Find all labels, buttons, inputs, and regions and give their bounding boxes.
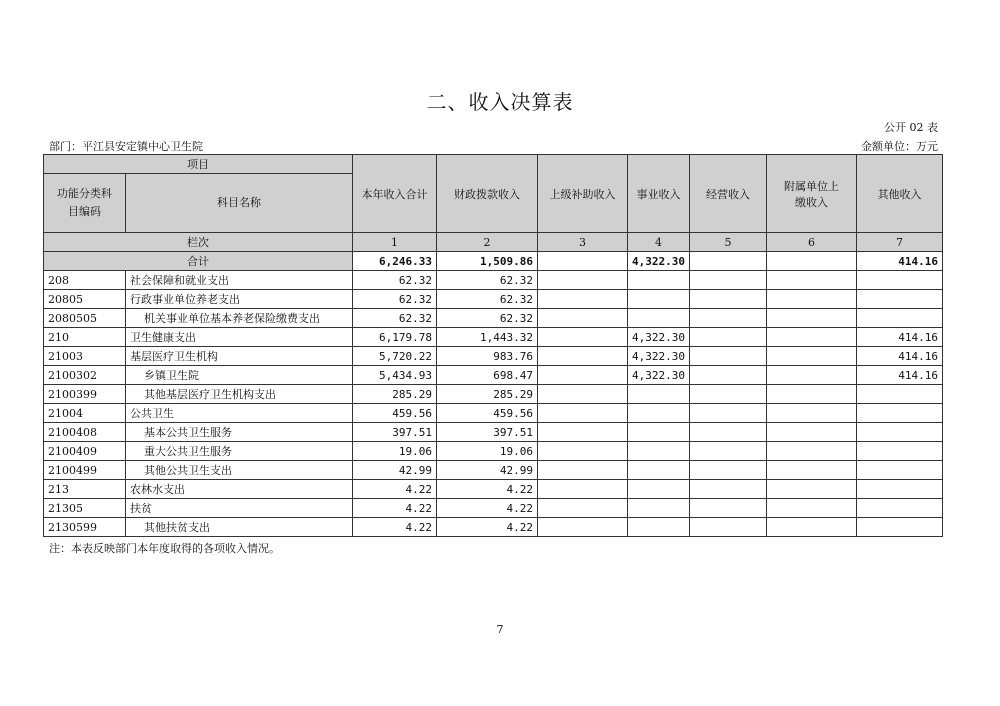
- total-cell: 414.16: [857, 252, 943, 271]
- table-row: [44, 461, 943, 480]
- row-value-cell: [690, 328, 767, 347]
- row-name-cell: 乡镇卫生院: [126, 366, 353, 385]
- table-row: [44, 309, 943, 328]
- row-value-cell: [690, 442, 767, 461]
- row-value-cell: [538, 385, 628, 404]
- row-value-cell: [538, 423, 628, 442]
- total-cell: [767, 252, 857, 271]
- row-value-cell: [628, 461, 690, 480]
- row-value-cell: [538, 461, 628, 480]
- row-value-cell: 4.22: [437, 518, 538, 537]
- row-name-cell: 其他扶贫支出: [126, 518, 353, 537]
- row-value-cell: 62.32: [437, 290, 538, 309]
- index-cell: 6: [767, 233, 857, 252]
- page-title: 二、收入决算表: [426, 90, 574, 114]
- row-value-cell: [538, 347, 628, 366]
- row-value-cell: [767, 366, 857, 385]
- row-value-cell: [628, 518, 690, 537]
- row-value-cell: [690, 385, 767, 404]
- row-value-cell: [690, 366, 767, 385]
- table-row: [44, 385, 943, 404]
- row-code-cell: 208: [44, 271, 126, 290]
- row-value-cell: [857, 385, 943, 404]
- row-value-cell: 414.16: [857, 366, 943, 385]
- row-value-cell: 459.56: [353, 404, 437, 423]
- header-row-item: [44, 155, 943, 174]
- row-value-cell: 4.22: [353, 499, 437, 518]
- row-value-cell: 285.29: [353, 385, 437, 404]
- header-item: 项目: [44, 155, 353, 174]
- row-value-cell: 285.29: [437, 385, 538, 404]
- index-cell: 1: [353, 233, 437, 252]
- row-name-cell: 基层医疗卫生机构: [126, 347, 353, 366]
- row-value-cell: [690, 290, 767, 309]
- row-value-cell: 4,322.30: [628, 366, 690, 385]
- row-value-cell: [767, 290, 857, 309]
- row-value-cell: [628, 442, 690, 461]
- row-code-cell: 21004: [44, 404, 126, 423]
- row-value-cell: [767, 309, 857, 328]
- row-value-cell: 42.99: [353, 461, 437, 480]
- row-name-cell: 扶贫: [126, 499, 353, 518]
- row-value-cell: [628, 404, 690, 423]
- row-value-cell: [690, 499, 767, 518]
- row-value-cell: [628, 290, 690, 309]
- table-row: [44, 518, 943, 537]
- row-value-cell: [690, 271, 767, 290]
- row-value-cell: [690, 423, 767, 442]
- index-cell: 7: [857, 233, 943, 252]
- total-row: [44, 252, 943, 271]
- row-value-cell: [538, 309, 628, 328]
- row-value-cell: [857, 480, 943, 499]
- table-row: [44, 290, 943, 309]
- row-value-cell: [767, 518, 857, 537]
- row-name-cell: 基本公共卫生服务: [126, 423, 353, 442]
- row-value-cell: [857, 423, 943, 442]
- row-value-cell: [767, 480, 857, 499]
- row-value-cell: [767, 461, 857, 480]
- row-value-cell: 4.22: [353, 480, 437, 499]
- row-name-cell: 其他基层医疗卫生机构支出: [126, 385, 353, 404]
- row-name-cell: 卫生健康支出: [126, 328, 353, 347]
- row-value-cell: [767, 404, 857, 423]
- row-value-cell: [538, 480, 628, 499]
- header-col-business-income: 事业收入: [628, 155, 690, 233]
- row-code-cell: 20805: [44, 290, 126, 309]
- table-row: [44, 442, 943, 461]
- row-value-cell: 4.22: [437, 499, 538, 518]
- row-value-cell: [628, 499, 690, 518]
- row-value-cell: [857, 290, 943, 309]
- row-value-cell: 4,322.30: [628, 347, 690, 366]
- row-value-cell: [857, 499, 943, 518]
- row-code-cell: 213: [44, 480, 126, 499]
- row-value-cell: 62.32: [353, 290, 437, 309]
- row-value-cell: [538, 499, 628, 518]
- row-code-cell: 21305: [44, 499, 126, 518]
- page-number: 7: [496, 623, 504, 636]
- income-table: [43, 154, 943, 537]
- row-code-cell: 21003: [44, 347, 126, 366]
- row-value-cell: [690, 309, 767, 328]
- row-value-cell: 983.76: [437, 347, 538, 366]
- row-value-cell: 42.99: [437, 461, 538, 480]
- header-col-total-income: 本年收入合计: [353, 155, 437, 233]
- index-row: [44, 233, 943, 252]
- row-code-cell: 2100499: [44, 461, 126, 480]
- row-value-cell: [538, 366, 628, 385]
- total-cell: 4,322.30: [628, 252, 690, 271]
- row-value-cell: [628, 309, 690, 328]
- row-value-cell: [628, 271, 690, 290]
- header-col-affiliated-income: 附属单位上缴收入: [767, 155, 857, 233]
- total-cell: [690, 252, 767, 271]
- row-value-cell: 4.22: [353, 518, 437, 537]
- row-value-cell: [857, 271, 943, 290]
- row-value-cell: 459.56: [437, 404, 538, 423]
- index-label: 栏次: [44, 233, 353, 252]
- row-value-cell: [628, 385, 690, 404]
- row-value-cell: [538, 442, 628, 461]
- row-value-cell: 62.32: [437, 309, 538, 328]
- header-name: 科目名称: [126, 174, 353, 233]
- row-value-cell: 62.32: [437, 271, 538, 290]
- index-cell: 4: [628, 233, 690, 252]
- row-value-cell: 5,434.93: [353, 366, 437, 385]
- index-cell: 3: [538, 233, 628, 252]
- row-value-cell: 397.51: [437, 423, 538, 442]
- footnote: 注：本表反映部门本年度取得的各项收入情况。: [49, 542, 280, 555]
- index-cell: 2: [437, 233, 538, 252]
- row-name-cell: 行政事业单位养老支出: [126, 290, 353, 309]
- row-value-cell: [690, 347, 767, 366]
- index-cell: 5: [690, 233, 767, 252]
- row-value-cell: 1,443.32: [437, 328, 538, 347]
- header-code: 功能分类科目编码: [44, 174, 126, 233]
- row-value-cell: 4,322.30: [628, 328, 690, 347]
- row-value-cell: [857, 404, 943, 423]
- row-code-cell: 2100408: [44, 423, 126, 442]
- row-name-cell: 社会保障和就业支出: [126, 271, 353, 290]
- total-cell: 1,509.86: [437, 252, 538, 271]
- row-value-cell: [690, 461, 767, 480]
- row-value-cell: [767, 499, 857, 518]
- row-value-cell: [690, 404, 767, 423]
- row-value-cell: [538, 271, 628, 290]
- row-code-cell: 2130599: [44, 518, 126, 537]
- row-name-cell: 公共卫生: [126, 404, 353, 423]
- row-value-cell: 19.06: [353, 442, 437, 461]
- table-row: [44, 328, 943, 347]
- row-code-cell: 2080505: [44, 309, 126, 328]
- row-value-cell: 4.22: [437, 480, 538, 499]
- row-value-cell: 6,179.78: [353, 328, 437, 347]
- table-row: [44, 366, 943, 385]
- department-label: 部门：平江县安定镇中心卫生院: [49, 140, 203, 153]
- row-value-cell: 62.32: [353, 271, 437, 290]
- row-value-cell: 698.47: [437, 366, 538, 385]
- total-label: 合计: [44, 252, 353, 271]
- row-name-cell: 其他公共卫生支出: [126, 461, 353, 480]
- row-value-cell: [538, 328, 628, 347]
- row-value-cell: [628, 423, 690, 442]
- row-name-cell: 重大公共卫生服务: [126, 442, 353, 461]
- row-value-cell: [767, 347, 857, 366]
- row-value-cell: 62.32: [353, 309, 437, 328]
- row-value-cell: [857, 442, 943, 461]
- table-row: [44, 499, 943, 518]
- header-col-superior-subsidy: 上级补助收入: [538, 155, 628, 233]
- table-row: [44, 271, 943, 290]
- row-value-cell: [767, 328, 857, 347]
- total-cell: 6,246.33: [353, 252, 437, 271]
- table-row: [44, 347, 943, 366]
- table-row: [44, 480, 943, 499]
- header-col-operating-income: 经营收入: [690, 155, 767, 233]
- row-code-cell: 2100302: [44, 366, 126, 385]
- amount-unit-label: 金额单位：万元: [861, 140, 938, 153]
- row-value-cell: [767, 423, 857, 442]
- row-value-cell: [857, 518, 943, 537]
- form-number: 公开 02 表: [884, 121, 938, 134]
- total-cell: [538, 252, 628, 271]
- table-row: [44, 423, 943, 442]
- row-value-cell: [767, 385, 857, 404]
- row-value-cell: [767, 271, 857, 290]
- row-code-cell: 2100399: [44, 385, 126, 404]
- row-value-cell: 414.16: [857, 328, 943, 347]
- row-name-cell: 机关事业单位基本养老保险缴费支出: [126, 309, 353, 328]
- row-value-cell: [857, 309, 943, 328]
- header-col-other-income: 其他收入: [857, 155, 943, 233]
- row-value-cell: 414.16: [857, 347, 943, 366]
- table-row: [44, 404, 943, 423]
- row-value-cell: 5,720.22: [353, 347, 437, 366]
- row-value-cell: [538, 404, 628, 423]
- row-value-cell: [538, 518, 628, 537]
- header-col-fiscal-appropriation: 财政拨款收入: [437, 155, 538, 233]
- row-value-cell: [538, 290, 628, 309]
- row-value-cell: [628, 480, 690, 499]
- row-code-cell: 2100409: [44, 442, 126, 461]
- row-code-cell: 210: [44, 328, 126, 347]
- row-value-cell: [690, 480, 767, 499]
- row-value-cell: [767, 442, 857, 461]
- row-value-cell: 397.51: [353, 423, 437, 442]
- row-value-cell: 19.06: [437, 442, 538, 461]
- row-value-cell: [857, 461, 943, 480]
- row-name-cell: 农林水支出: [126, 480, 353, 499]
- row-value-cell: [690, 518, 767, 537]
